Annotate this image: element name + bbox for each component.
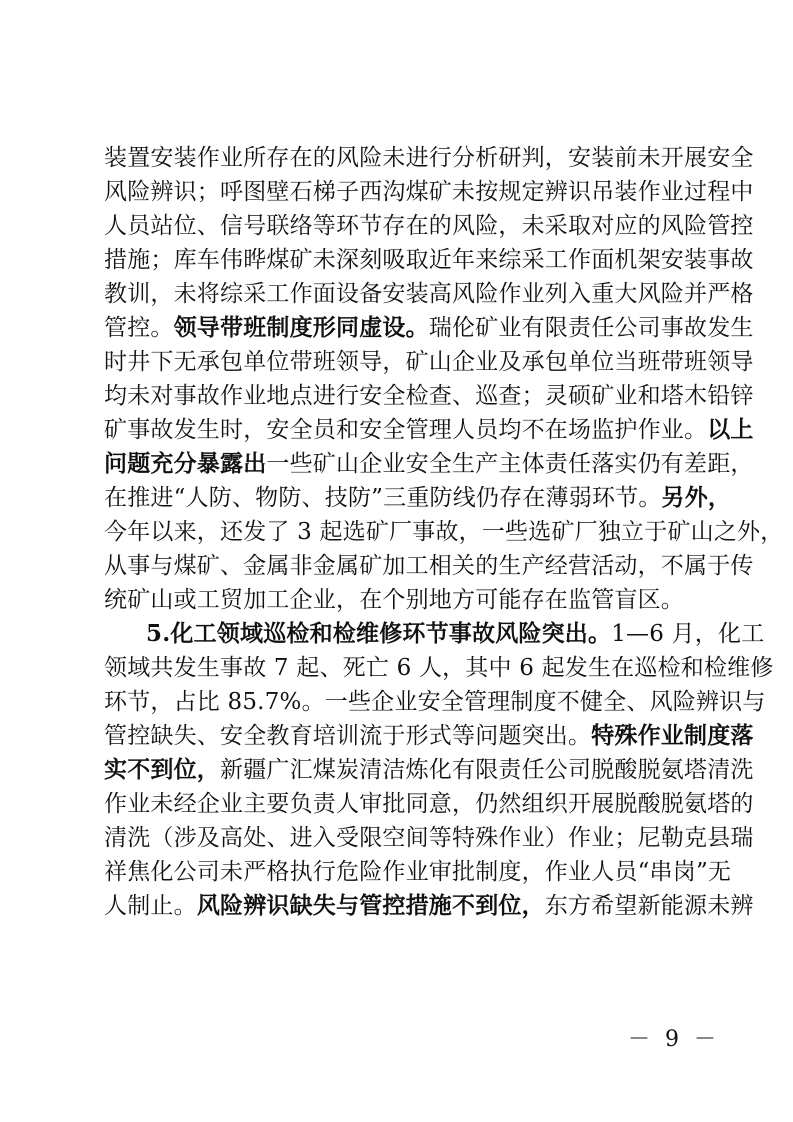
- bold-text-segment: 5.化工领域巡检和检维修环节事故风险突出。: [146, 620, 612, 647]
- text-segment: 人制止。: [104, 893, 197, 919]
- text-line: [104, 753, 754, 787]
- text-line: [104, 685, 766, 719]
- text-line: [104, 175, 754, 209]
- bold-text-segment: 另外，: [661, 484, 732, 511]
- text-segment: 矿事故发生时，安全员和安全管理人员均不在场监护作业。: [104, 417, 708, 443]
- text-segment: 统矿山或工贸加工企业，在个别地方可能存在监管盲区。: [104, 587, 684, 613]
- text-line: [104, 447, 754, 481]
- text-segment: 今年以来，还发了 3 起选矿厂事故，一些选矿厂独立于矿山之外，: [104, 519, 784, 545]
- text-line: [104, 651, 774, 685]
- text-segment: 清洗（涉及高处、进入受限空间等特殊作业）作业；尼勒克县瑞: [104, 825, 754, 851]
- text-segment: 管控缺失、安全教育培训流于形式等问题突出。: [104, 723, 592, 749]
- text-segment: 作业未经企业主要负责人审批同意，仍然组织开展脱酸脱氨塔的: [104, 791, 754, 817]
- text-segment: 风险辨识；呼图壁石梯子西沟煤矿未按规定辨识吊装作业过程中: [104, 179, 754, 205]
- text-segment: 均未对事故作业地点进行安全检查、巡查；灵硕矿业和塔木铅锌: [104, 383, 754, 409]
- text-line: [104, 617, 765, 651]
- text-line: [104, 311, 754, 345]
- text-segment: 装置安装作业所存在的风险未进行分析研判，安装前未开展安全: [104, 145, 754, 171]
- page-number: － 9 －: [628, 1027, 720, 1052]
- bold-text-segment: 问题充分暴露出: [104, 450, 267, 477]
- text-line: [104, 855, 732, 889]
- text-segment: 环节，占比 85.7%。一些企业安全管理制度不健全、风险辨识与: [104, 689, 766, 715]
- text-line: [104, 345, 754, 379]
- text-line: [104, 787, 754, 821]
- text-segment: 新疆广汇煤炭清洁炼化有限责任公司脱酸脱氨塔清洗: [220, 757, 754, 783]
- text-segment: 在推进“人防、物防、技防”三重防线仍存在薄弱环节。: [104, 485, 662, 511]
- text-segment: 祥焦化公司未严格执行危险作业审批制度，作业人员“串岗”无: [104, 859, 732, 885]
- text-segment: 1—6 月，化工: [611, 621, 765, 647]
- bold-text-segment: 领导带班制度形同虚设。: [173, 314, 429, 341]
- text-segment: 瑞伦矿业有限责任公司事故发生: [428, 315, 754, 341]
- bold-text-segment: 实不到位，: [104, 756, 220, 783]
- text-line: [104, 243, 754, 277]
- text-line: [104, 379, 754, 413]
- text-segment: 管控。: [104, 315, 174, 341]
- text-line: [104, 583, 696, 617]
- text-line: [104, 277, 754, 311]
- text-segment: 人员站位、信号联络等环节存在的风险，未采取对应的风险管控: [104, 213, 754, 239]
- bold-text-segment: 以上: [707, 416, 754, 443]
- text-line: [104, 549, 754, 583]
- text-segment: 一些矿山企业安全生产主体责任落实仍有差距，: [266, 451, 754, 477]
- bold-text-segment: 特殊作业制度落: [591, 722, 754, 749]
- text-segment: 措施；库车伟晔煤矿未深刻吸取近年来综采工作面机架安装事故: [104, 247, 754, 273]
- bold-text-segment: 风险辨识缺失与管控措施不到位，: [196, 892, 545, 919]
- text-line: [104, 515, 784, 549]
- text-line: [104, 821, 754, 855]
- text-segment: 从事与煤矿、金属非金属矿加工相关的生产经营活动，不属于传: [104, 553, 754, 579]
- text-segment: 教训，未将综采工作面设备安装高风险作业列入重大风险并严格: [104, 281, 754, 307]
- document-body: [104, 141, 784, 923]
- text-line: [104, 209, 754, 243]
- text-segment: 时井下无承包单位带班领导，矿山企业及承包单位当班带班领导: [104, 349, 754, 375]
- text-line: [104, 141, 754, 175]
- text-line: [104, 719, 754, 753]
- text-segment: 领域共发生事故 7 起、死亡 6 人，其中 6 起发生在巡检和检维修: [104, 655, 774, 681]
- text-line: [104, 481, 732, 515]
- text-segment: 东方希望新能源未辨: [544, 893, 754, 919]
- text-line: [104, 889, 754, 923]
- text-line: [104, 413, 754, 447]
